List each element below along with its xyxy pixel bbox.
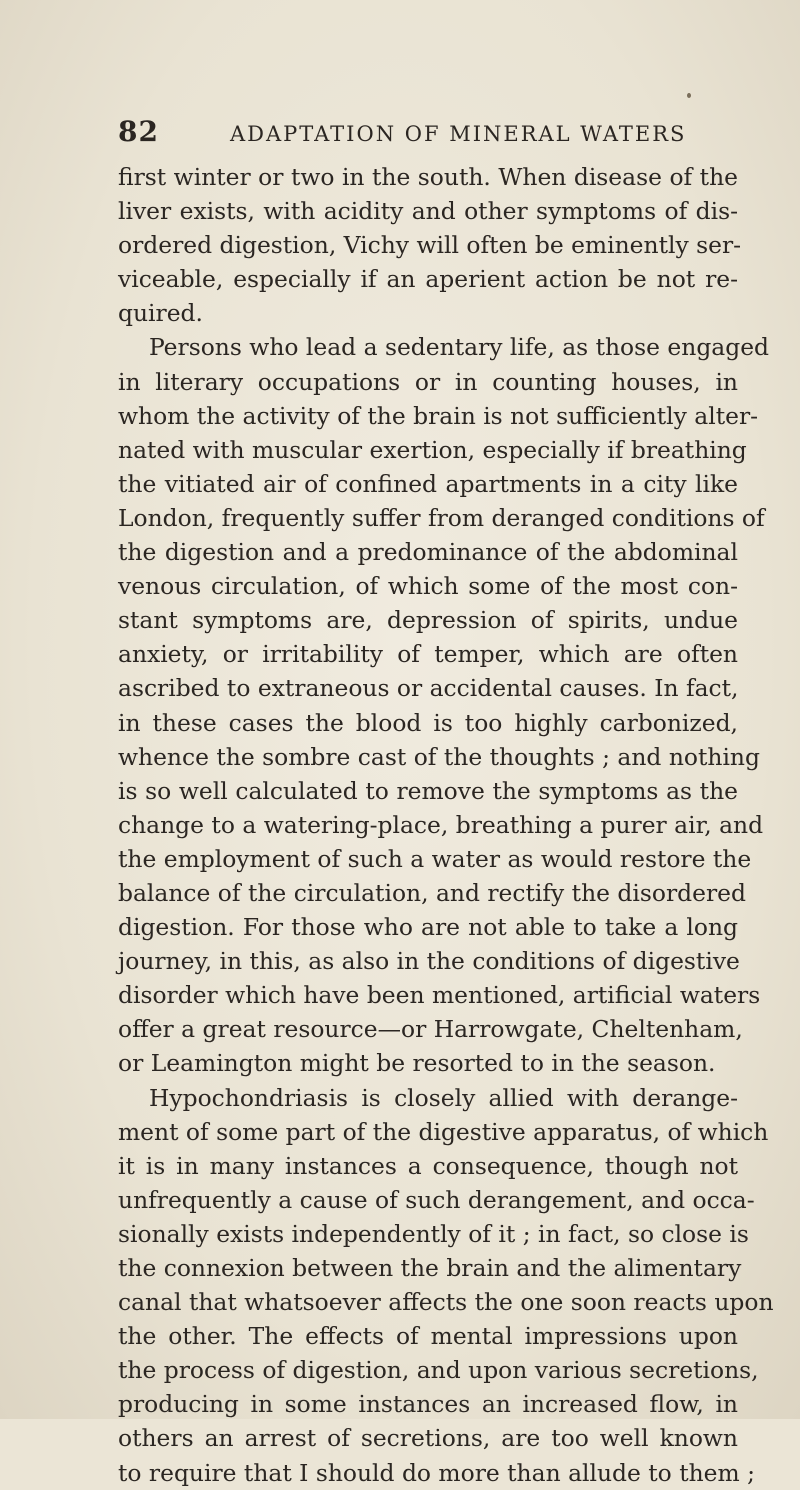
text-line: to require that I should do more than allude to them ; xyxy=(118,1458,756,1487)
text-line: it is in many instances a consequence, though not xyxy=(118,1151,738,1180)
text-line: the vitiated air of confined apartments in a city like xyxy=(118,469,738,498)
text-line: Persons who lead a sedentary life, as those engaged xyxy=(149,333,770,362)
text-line: disorder which have been mentioned, artificial waters xyxy=(118,981,761,1010)
text-line: the process of digestion, and upon various secretions, xyxy=(118,1356,759,1385)
body-text xyxy=(118,160,774,1490)
text-line: anxiety, or irritability of temper, which are often xyxy=(118,640,738,669)
text-line: whom the activity of the brain is not sufficiently alter- xyxy=(118,401,759,430)
text-line: is so well calculated to remove the symptoms as the xyxy=(118,776,738,805)
text-line: ordered digestion, Vichy will often be eminently ser- xyxy=(118,231,742,260)
running-title: ADAPTATION OF MINERAL WATERS xyxy=(230,122,687,146)
text-line: in literary occupations or in counting houses, in xyxy=(118,367,738,396)
text-line: journey, in this, as also in the conditions of digestive xyxy=(118,947,740,976)
text-line: ment of some part of the digestive apparatus, of which xyxy=(118,1117,769,1146)
text-line: offer a great resource—or Harrowgate, Cheltenham, xyxy=(118,1015,743,1044)
text-line: or Leamington might be resorted to in the season. xyxy=(118,1049,716,1078)
page-header xyxy=(118,112,738,152)
text-line: balance of the circulation, and rectify the disordered xyxy=(118,878,746,907)
text-line: venous circulation, of which some of the most con- xyxy=(118,572,738,601)
text-line: digestion. For those who are not able to take a long xyxy=(118,913,738,942)
text-line: the employment of such a water as would restore the xyxy=(118,844,752,873)
text-line: liver exists, with acidity and other symptoms of dis- xyxy=(118,197,738,226)
text-line: ascribed to extraneous or accidental causes. In fact, xyxy=(118,674,739,703)
text-line: viceable, especially if an aperient action be not re- xyxy=(118,265,738,294)
text-line: Hypochondriasis is closely allied with derange- xyxy=(149,1083,738,1112)
text-line: canal that whatsoever affects the one soon reacts upon xyxy=(118,1288,774,1317)
text-line: the other. The effects of mental impressions upon xyxy=(118,1322,738,1351)
text-line: London, frequently suffer from deranged conditions of xyxy=(118,503,765,532)
text-line: nated with muscular exertion, especially if breathing xyxy=(118,435,747,464)
ink-speck xyxy=(687,93,691,98)
text-line: stant symptoms are, depression of spirits, undue xyxy=(118,606,738,635)
text-line: the digestion and a predominance of the abdominal xyxy=(118,538,738,567)
text-line: unfrequently a cause of such derangement, and occa- xyxy=(118,1185,755,1214)
text-line: quired. xyxy=(118,299,203,328)
text-line: whence the sombre cast of the thoughts ; and nothing xyxy=(118,742,760,771)
text-line: sionally exists independently of it ; in fact, so close is xyxy=(118,1219,749,1248)
text-line: others an arrest of secretions, are too well known xyxy=(118,1424,738,1453)
page-number: 82 xyxy=(118,115,159,148)
text-line: in these cases the blood is too highly carbonized, xyxy=(118,708,738,737)
text-line: first winter or two in the south. When disease of the xyxy=(118,163,738,191)
text-line: change to a watering-place, breathing a purer air, and xyxy=(118,810,764,839)
text-line: the connexion between the brain and the alimentary xyxy=(118,1254,742,1282)
text-line: producing in some instances an increased flow, in xyxy=(118,1390,738,1419)
